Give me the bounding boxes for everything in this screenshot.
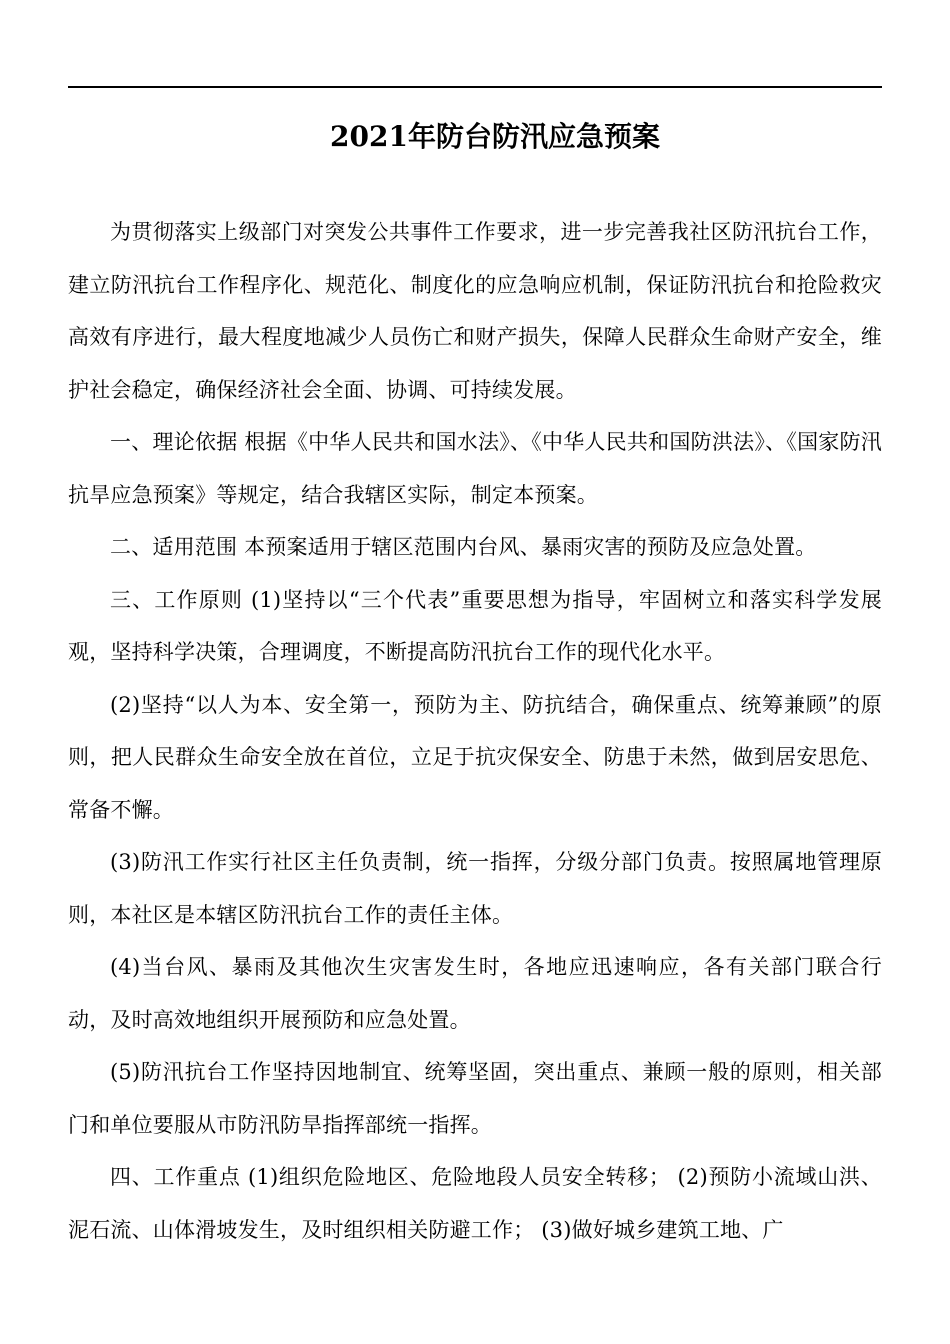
document-title: 2021年防台防汛应急预案 [330, 119, 660, 153]
paragraph-section-3-principles: 三、工作原则 (1)坚持以“三个代表”重要思想为指导，牢固树立和落实科学发展观，坚持科学决策，合理调度，不断提高防汛抗台工作的现代化水平。 [68, 587, 882, 664]
paragraph-principle-3: (3)防汛工作实行社区主任负责制，统一指挥，分级分部门负责。按照属地管理原则，本社区是本辖区防汛抗台工作的责任主体。 [68, 850, 882, 927]
paragraph-principle-5: (5)防汛抗台工作坚持因地制宜、统筹坚固，突出重点、兼顾一般的原则，相关部门和单位要服从市防汛防旱指挥部统一指挥。 [68, 1060, 882, 1137]
paragraph-principle-2: (2)坚持“以人为本、安全第一，预防为主、防抗结合，确保重点、统筹兼顾”的原则，把人民群众生命安全放在首位，立足于抗灾保安全、防患于未然，做到居安思危、常备不懈。 [68, 692, 882, 822]
paragraph-principle-4: (4)当台风、暴雨及其他次生灾害发生时，各地应迅速响应，各有关部门联合行动，及时高效地组织开展预防和应急处置。 [68, 955, 882, 1032]
paragraph-section-1-basis: 一、理论依据 根据《中华人民共和国水法》、《中华人民共和国防洪法》、《国家防汛抗旱应急预案》等规定，结合我辖区实际，制定本预案。 [68, 430, 882, 507]
paragraph-section-4-priorities: 四、工作重点 (1)组织危险地区、危险地段人员安全转移； (2)预防小流域山洪、泥石流、山体滑坡发生，及时组织相关防避工作； (3)做好城乡建筑工地、广 [68, 1165, 882, 1242]
header-rule [68, 86, 882, 88]
paragraph-intro: 为贯彻落实上级部门对突发公共事件工作要求，进一步完善我社区防汛抗台工作，建立防汛抗台工作程序化、规范化、制度化的应急响应机制，保证防汛抗台和抢险救灾高效有序进行，最大程度地减少人员伤亡和财产损失，保障人民群众生命财产安全，维护社会稳定，确保经济社会全面、协调、可持续发展。 [68, 220, 882, 402]
paragraph-section-2-scope: 二、适用范围 本预案适用于辖区范围内台风、暴雨灾害的预防及应急处置。 [110, 535, 817, 559]
document-body [68, 206, 882, 1256]
